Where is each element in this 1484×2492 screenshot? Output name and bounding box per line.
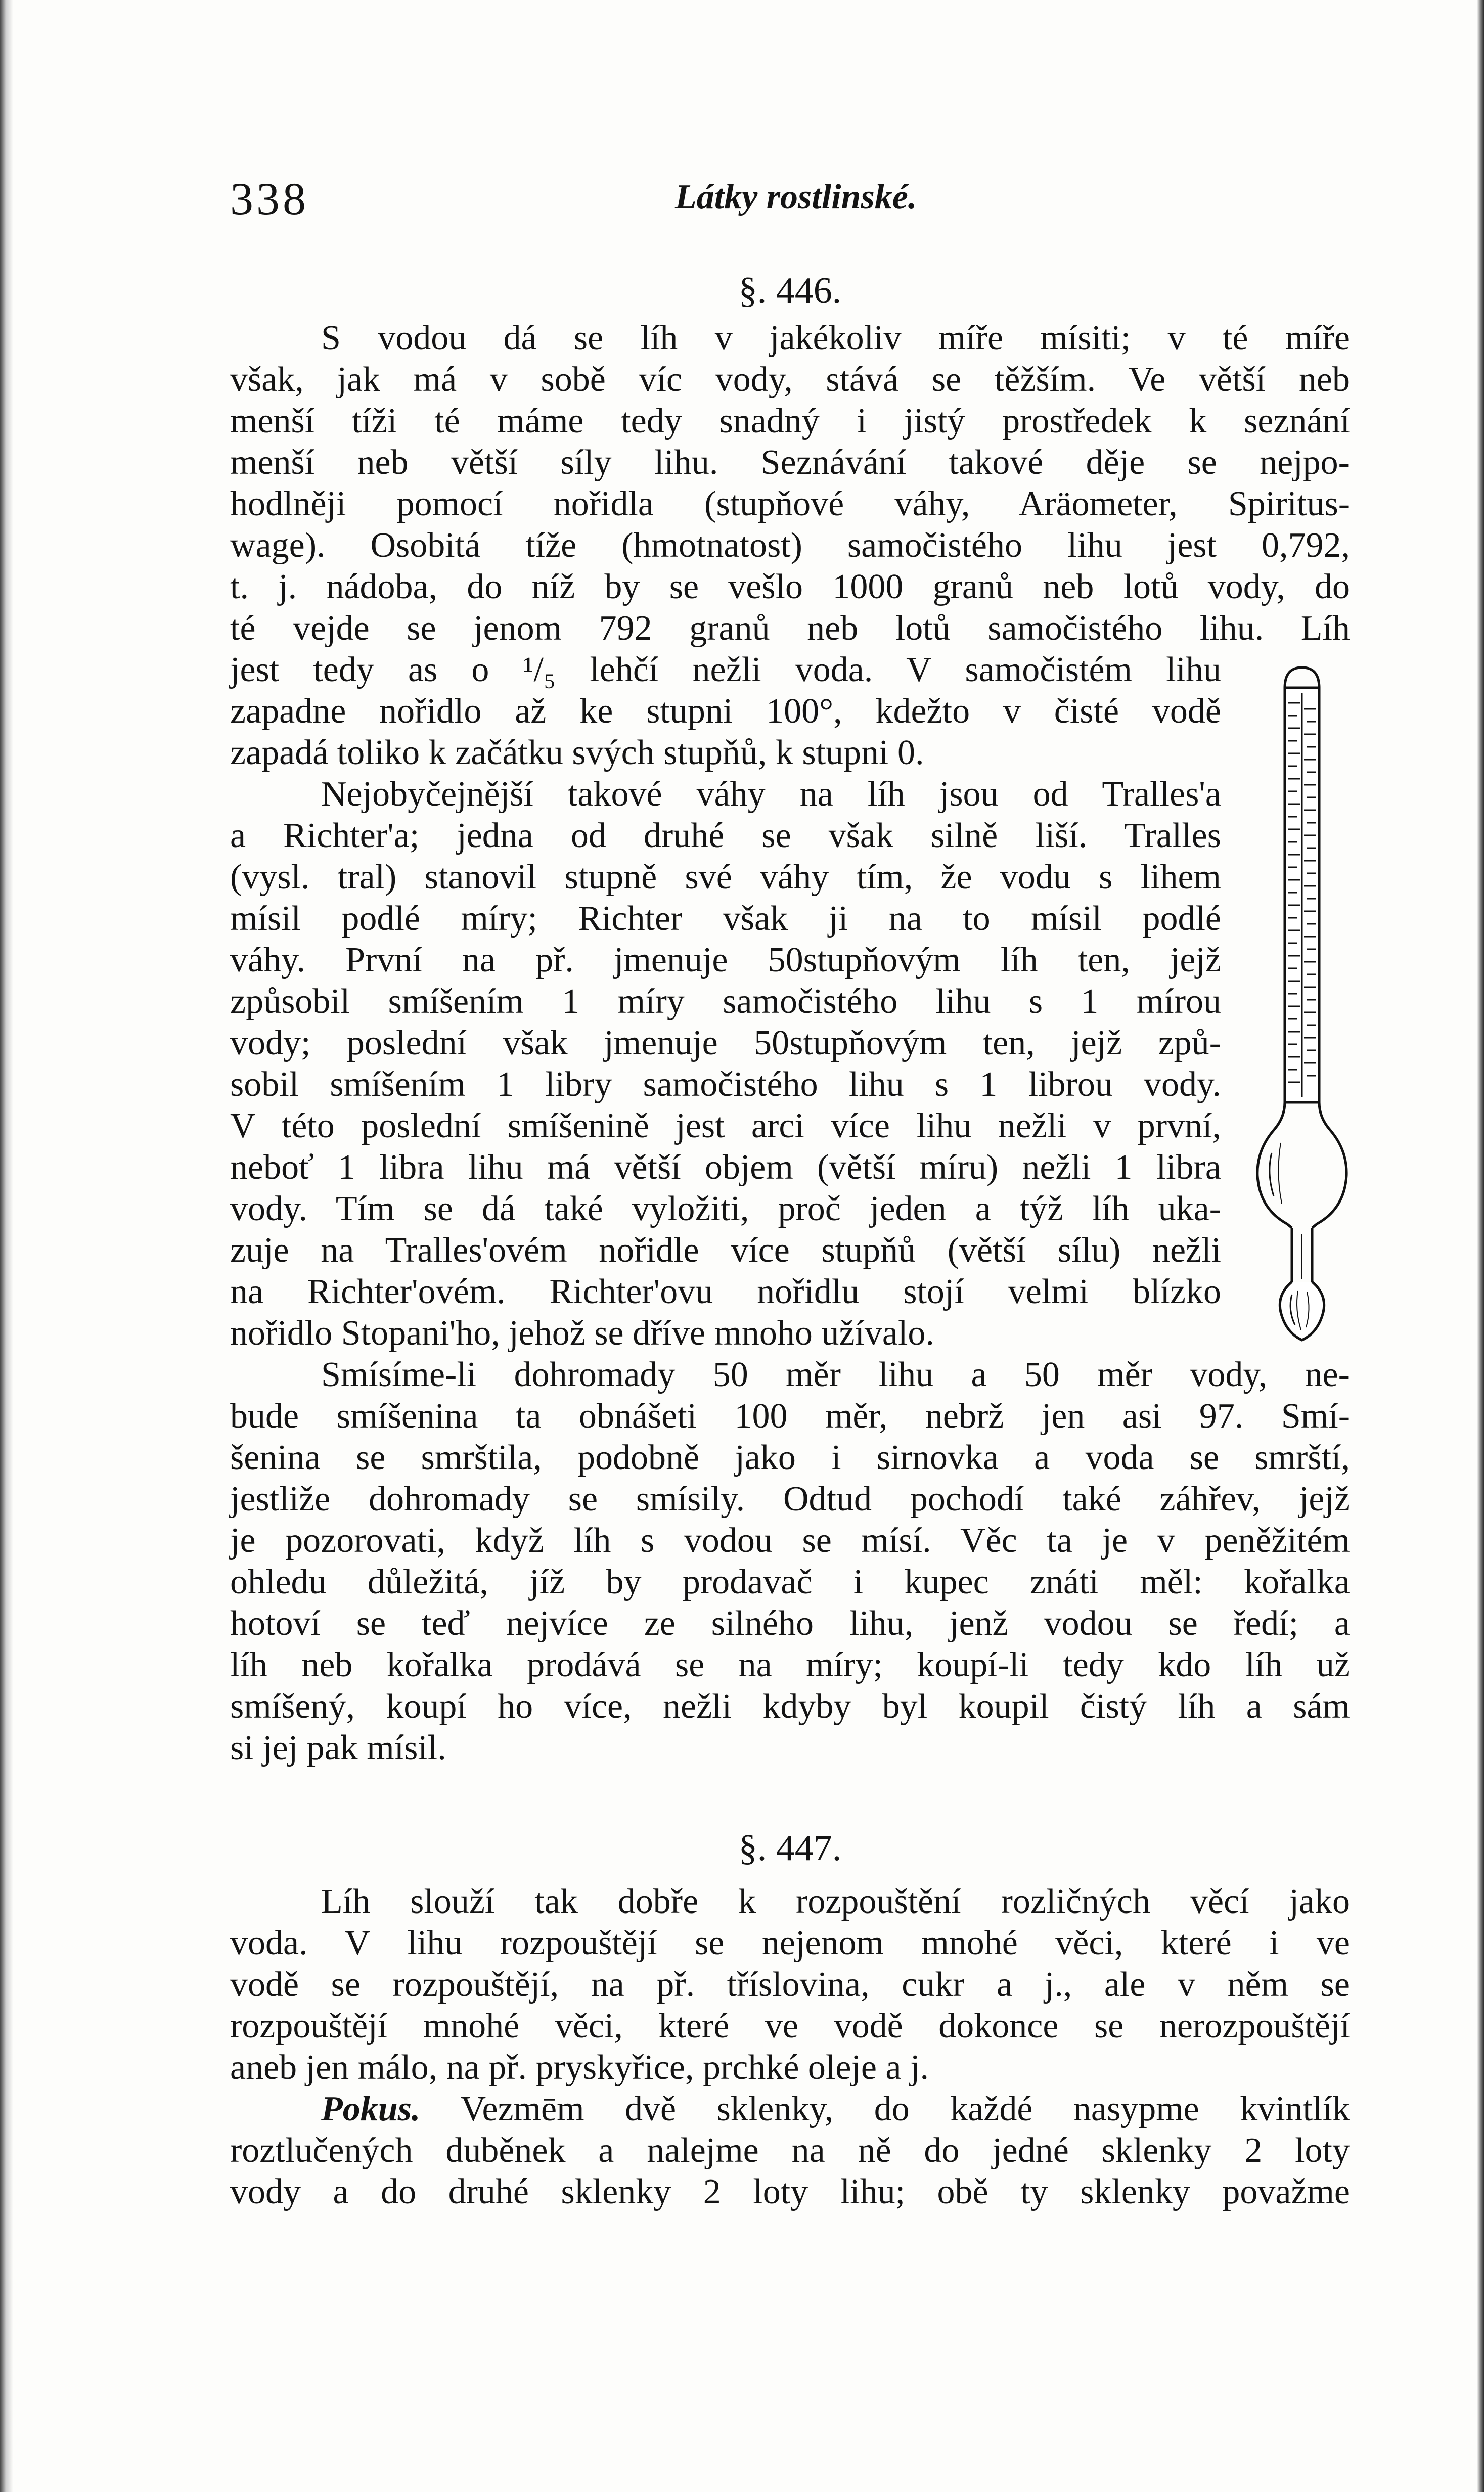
text-line: bude smíšenina ta obnášeti 100 měr, nebrž jen asi 97. Smí- [230,1397,1350,1436]
text-line: sobil smíšením 1 libry samočistého lihu s 1 librou vody. [230,1065,1221,1104]
text-line: (vysl. tral) stanovil stupně své váhy tím, že vodu s lihem [230,858,1221,897]
text-line: líh neb kořalka prodává se na míry; koupí-li tedy kdo líh už [230,1645,1350,1684]
text-line: váhy. První na př. jmenuje 50stupňovým líh ten, jejž [230,941,1221,980]
section-446-body-bottom [230,1354,1350,1769]
section-heading: §. 446. [738,270,842,312]
book-spine-shadow [0,0,13,2492]
section-447-heading-block [230,1820,1350,1876]
text-line: t. j. nádoba, do níž by se vešlo 1000 granů neb lotů vody, do [230,567,1350,606]
text-line: smíšený, koupí ho více, nežli kdyby byl koupil čistý líh a sám [230,1687,1350,1726]
text-line: jestliže dohromady se smísily. Odtud pochodí také záhřev, jejž [230,1480,1350,1519]
text-line: wage). Osobitá tíže (hmotnatost) samočistého lihu jest 0,792, [230,526,1350,565]
text-line: na Richter'ovém. Richter'ovu nořidlu stojí velmi blízko [230,1272,1221,1311]
pokus-line [230,2088,1350,2130]
text-line: je pozorovati, když líh s vodou se mísí. Věc ta je v peněžitém [230,1521,1350,1560]
hydrometer-icon [1251,652,1353,1345]
text-line: Nejobyčejnější takové váhy na líh jsou od Tralles'a [321,775,1221,814]
pokus-label: Pokus. [321,2089,421,2128]
text-line: V této poslední smíšenině jest arci více lihu nežli v první, [230,1106,1221,1145]
text-line: Smísíme-li dohromady 50 měr lihu a 50 měr vody, ne- [321,1355,1350,1394]
text-line: zapadne nořidlo až ke stupni 100°, kdežto v čisté vodě [230,692,1221,731]
text-line: zapadá toliko k začátku svých stupňů, k stupni 0. [230,733,924,772]
text-line: zuje na Tralles'ovém nořidle více stupňů (větší sílu) nežli [230,1231,1221,1270]
text-line: mísil podlé míry; Richter však ji na to mísil podlé [230,899,1221,938]
running-title: Látky rostlinské. [675,177,917,216]
page-edge-shadow [1477,0,1484,2492]
text-line: vody a do druhé sklenky 2 loty lihu; obě ty sklenky považme [230,2172,1350,2211]
text-line: voda. V lihu rozpouštějí se nejenom mnohé věci, které i ve [230,1924,1350,1963]
section-446-body-narrow [230,649,1221,1354]
text-line: nořidlo Stopani'ho, jehož se dříve mnoho užívalo. [230,1314,934,1353]
text-line: ohledu důležitá, jíž by prodavač i kupec znáti měl: kořalka [230,1563,1350,1601]
page-number: 338 [230,173,309,225]
text-line: a Richter'a; jedna od druhé se však silně liší. Tralles [230,816,1221,855]
text-line: menší tíži té máme tedy snadný i jistý prostředek k seznání [230,402,1350,440]
text-line: neboť 1 libra lihu má větší objem (větší míru) nežli 1 libra [230,1148,1221,1187]
text-line: Líh slouží tak dobře k rozpouštění rozličných věcí jako [321,1882,1350,1921]
section-446-body-top [230,318,1350,649]
text-line: rozpouštějí mnohé věci, které ve vodě dokonce se nerozpouštějí [230,2007,1350,2045]
text-line: šenina se smrštila, podobně jako i sirnovka a voda se smrští, [230,1438,1350,1477]
text-line: vodě se rozpouštějí, na př. tříslovina, cukr a j., ale v něm se [230,1965,1350,2004]
text-line: aneb jen málo, na př. pryskyřice, prchké oleje a j. [230,2048,929,2087]
text-line: hodlněji pomocí nořidla (stupňové váhy, Aräometer, Spiritus- [230,484,1350,523]
text-line: S vodou dá se líh v jakékoliv míře mísiti; v té míře [321,319,1350,358]
text-line: menší neb větší síly lihu. Seznávání takové děje se nejpo- [230,443,1350,482]
pokus-text: Vezmēm dvě sklenky, do každé nasypme kvintlík [460,2089,1350,2128]
text-line: té vejde se jenom 792 granů neb lotů samočistého lihu. Líh [230,609,1350,648]
text-line: vody; poslední však jmenuje 50stupňovým ten, jejž způ- [230,1024,1221,1062]
text-line: hotoví se teď nejvíce ze silného lihu, jenž vodou se ředí; a [230,1604,1350,1643]
text-line: si jej pak mísil. [230,1728,446,1767]
text-line: roztlučených duběnek a nalejme na ně do jedné sklenky 2 loty [230,2131,1350,2170]
page-header [230,167,1347,223]
section-447-body [230,1881,1350,2213]
text-line: jest tedy as o ¹/₅ lehčí nežli voda. V samočistém lihu [230,650,1221,689]
section-446-heading-block [230,263,1350,319]
text-line: vody. Tím se dá také vyložiti, proč jeden a týž líh uka- [230,1189,1221,1228]
section-heading: §. 447. [738,1828,842,1869]
text-line: způsobil smíšením 1 míry samočistého lihu s 1 mírou [230,982,1221,1021]
text-line: však, jak má v sobě víc vody, stává se těžším. Ve větší neb [230,360,1350,399]
